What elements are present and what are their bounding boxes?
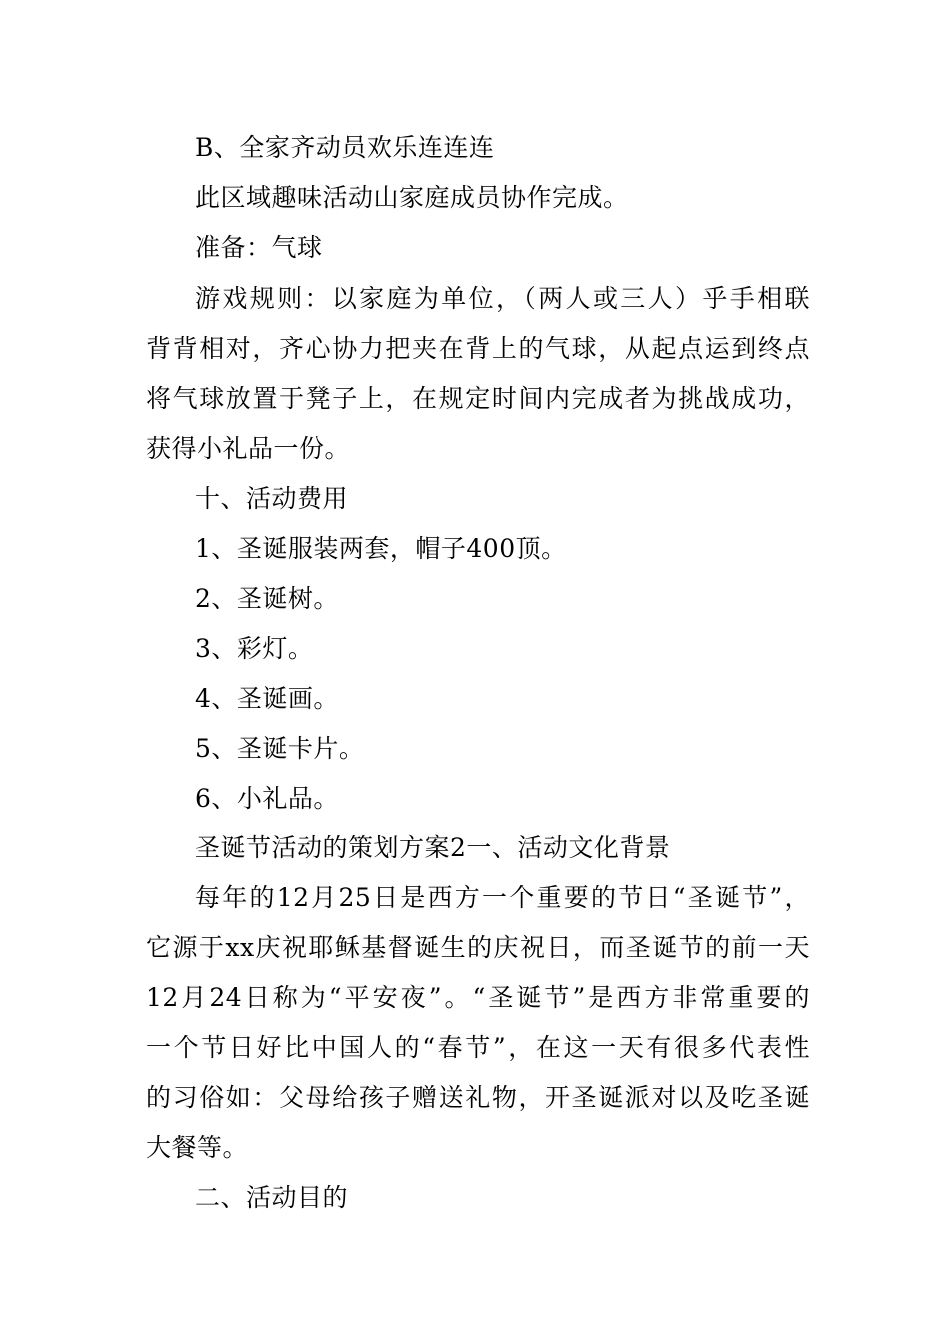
- text-line-2: 此区域趣味活动山家庭成员协作完成。: [195, 183, 629, 212]
- text-line-21: 大餐等。: [146, 1133, 249, 1162]
- list-item-5: 5、圣诞卡片。: [195, 734, 365, 763]
- text-line-4: 游戏规则：以家庭为单位，（两人或三人）乎手相联: [195, 284, 810, 313]
- text-line-19: 一个节日好比中国人的“春节”，在这一天有很多代表性: [146, 1033, 810, 1062]
- text-line-16: 每年的12月25日是西方一个重要的节日“圣诞节”，: [195, 883, 810, 912]
- text-line-6: 将气球放置于凳子上，在规定时间内完成者为挑战成功，: [146, 384, 810, 413]
- section-heading-activity-cost: 十、活动费用: [195, 484, 349, 513]
- text-line-1: B、全家齐动员欢乐连连连: [195, 133, 495, 162]
- list-item-4: 4、圣诞画。: [195, 684, 339, 713]
- list-item-2: 2、圣诞树。: [195, 584, 339, 613]
- section-heading-plan-2: 圣诞节活动的策划方案2一、活动文化背景: [195, 833, 671, 862]
- text-line-20: 的习俗如：父母给孩子赠送礼物，开圣诞派对以及吃圣诞: [146, 1083, 810, 1112]
- section-heading-activity-purpose: 二、活动目的: [195, 1183, 349, 1212]
- list-item-6: 6、小礼品。: [195, 784, 339, 813]
- text-line-18: 12月24日称为“平安夜”。“圣诞节”是西方非常重要的: [146, 983, 810, 1012]
- list-item-3: 3、彩灯。: [195, 634, 314, 663]
- text-line-3: 准备：气球: [195, 233, 323, 262]
- text-line-5: 背背相对，齐心协力把夹在背上的气球，从起点运到终点: [146, 334, 810, 363]
- text-line-7: 获得小礼品一份。: [146, 434, 351, 463]
- text-line-17: 它源于xx庆祝耶稣基督诞生的庆祝日，而圣诞节的前一天: [146, 933, 810, 962]
- list-item-1: 1、圣诞服装两套，帽子400顶。: [195, 534, 567, 563]
